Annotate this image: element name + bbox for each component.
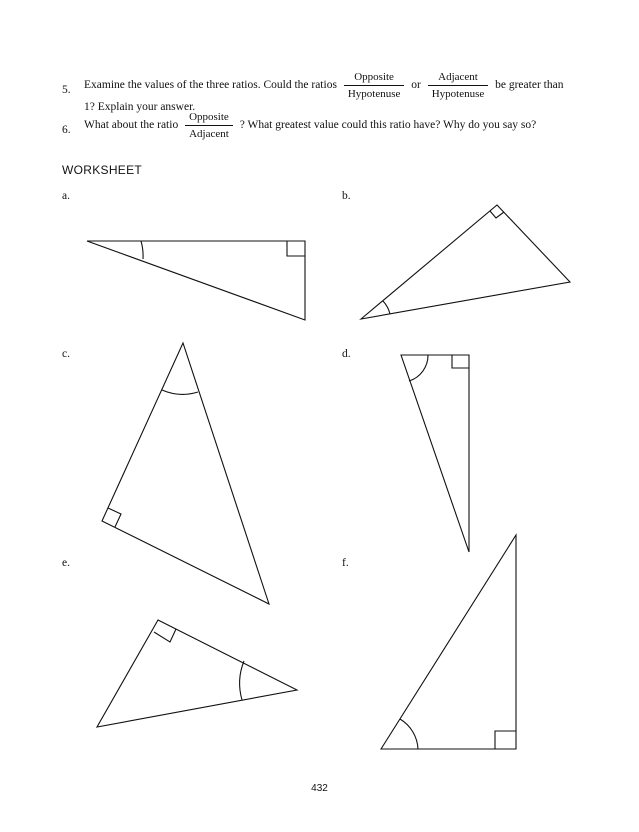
triangle-b [361, 205, 570, 319]
triangle-e [97, 620, 297, 727]
right-angle-marker [490, 211, 504, 218]
triangle-c-outline [102, 343, 269, 604]
fraction-denominator: Hypotenuse [431, 88, 485, 100]
fraction-denominator: Adjacent [189, 128, 229, 140]
triangle-d [401, 355, 469, 552]
question-5-number: 5. [62, 84, 71, 96]
angle-arc [400, 719, 418, 749]
fraction-denominator: Hypotenuse [347, 88, 401, 100]
triangle-d-outline [401, 355, 469, 552]
triangle-f [381, 535, 516, 749]
triangle-e-outline [97, 620, 297, 727]
angle-arc [162, 390, 198, 394]
page-number: 432 [311, 783, 328, 794]
question-5-text-end: be greater than [495, 79, 564, 92]
right-angle-marker [154, 629, 176, 642]
triangle-b-outline [361, 205, 570, 319]
question-5-text: Examine the values of the three ratios. Could the ratios [84, 79, 337, 92]
angle-arc [141, 241, 143, 259]
fraction-numerator: Opposite [185, 110, 233, 126]
triangle-a [87, 241, 305, 320]
question-6-text-end: ? What greatest value could this ratio have? Why do you say so? [239, 119, 537, 132]
right-angle-marker [108, 508, 121, 527]
angle-arc [409, 355, 428, 381]
fraction-numerator: Opposite [344, 70, 405, 86]
right-angle-marker [452, 355, 469, 368]
fraction-numerator: Adjacent [428, 70, 489, 86]
label-d: d. [342, 348, 351, 360]
label-f: f. [342, 557, 349, 569]
angle-arc [383, 301, 390, 314]
label-b: b. [342, 190, 351, 202]
right-angle-marker [287, 241, 305, 256]
question-6-text: What about the ratio [84, 119, 179, 132]
triangle-f-outline [381, 535, 516, 749]
triangle-a-outline [87, 241, 305, 320]
angle-arc [240, 661, 244, 700]
label-a: a. [62, 190, 70, 202]
right-angle-marker [495, 731, 516, 749]
question-6-number: 6. [62, 124, 71, 136]
question-5-connector: or [411, 79, 421, 92]
question-5-line-2: 1? Explain your answer. [84, 101, 196, 113]
label-c: c. [62, 348, 70, 360]
worksheet-title: WORKSHEET [62, 163, 143, 177]
label-e: e. [62, 557, 70, 569]
triangle-c [102, 343, 269, 604]
